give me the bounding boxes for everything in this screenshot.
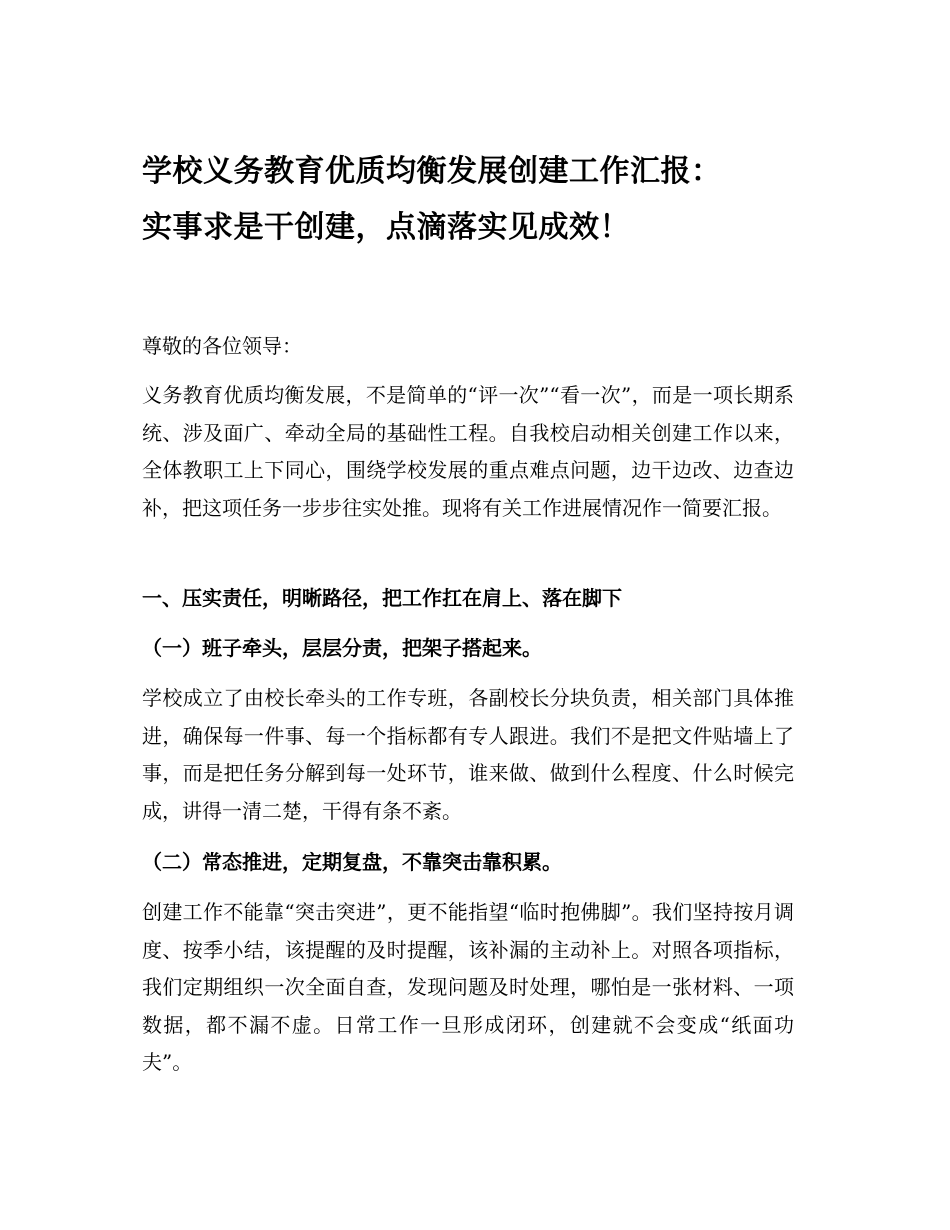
- document-title: [142, 144, 802, 256]
- intro-paragraph: 义务教育优质均衡发展，不是简单的“评一次”“看一次”，而是一项长期系统、涉及面广、牵动全局的基础性工程。自我校启动相关创建工作以来，全体教职工上下同心，围绕学校发展的重点难点问题，边干边改、边查边补，把这项任务一步步往实处推。现将有关工作进展情况作一简要汇报。: [142, 383, 794, 520]
- salutation: 尊敬的各位领导：: [142, 334, 302, 358]
- title-line-1: 学校义务教育优质均衡发展创建工作汇报：: [142, 154, 722, 189]
- section-1-heading: 一、压实责任，明晰路径，把工作扛在肩上、落在脚下: [142, 586, 622, 610]
- subsection-2-heading: （二）常态推进，定期复盘，不靠突击靠积累。: [142, 850, 562, 874]
- subsection-1-paragraph: 学校成立了由校长牵头的工作专班，各副校长分块负责，相关部门具体推进，确保每一件事、每一个指标都有专人跟进。我们不是把文件贴墙上了事，而是把任务分解到每一处环节，谁来做、做到什么程度、什么时候完成，讲得一清二楚，干得有条不紊。: [142, 686, 794, 823]
- title-line-2: 实事求是干创建，点滴落实见成效！: [142, 210, 630, 245]
- subsection-2-paragraph: 创建工作不能靠“突击突进”，更不能指望“临时抱佛脚”。我们坚持按月调度、按季小结，该提醒的及时提醒，该补漏的主动补上。对照各项指标，我们定期组织一次全面自查，发现问题及时处理，哪怕是一张材料、一项数据，都不漏不虚。日常工作一旦形成闭环，创建就不会变成“纸面功夫”。: [142, 900, 794, 1074]
- subsection-1-heading: （一）班子牵头，层层分责，把架子搭起来。: [142, 636, 542, 660]
